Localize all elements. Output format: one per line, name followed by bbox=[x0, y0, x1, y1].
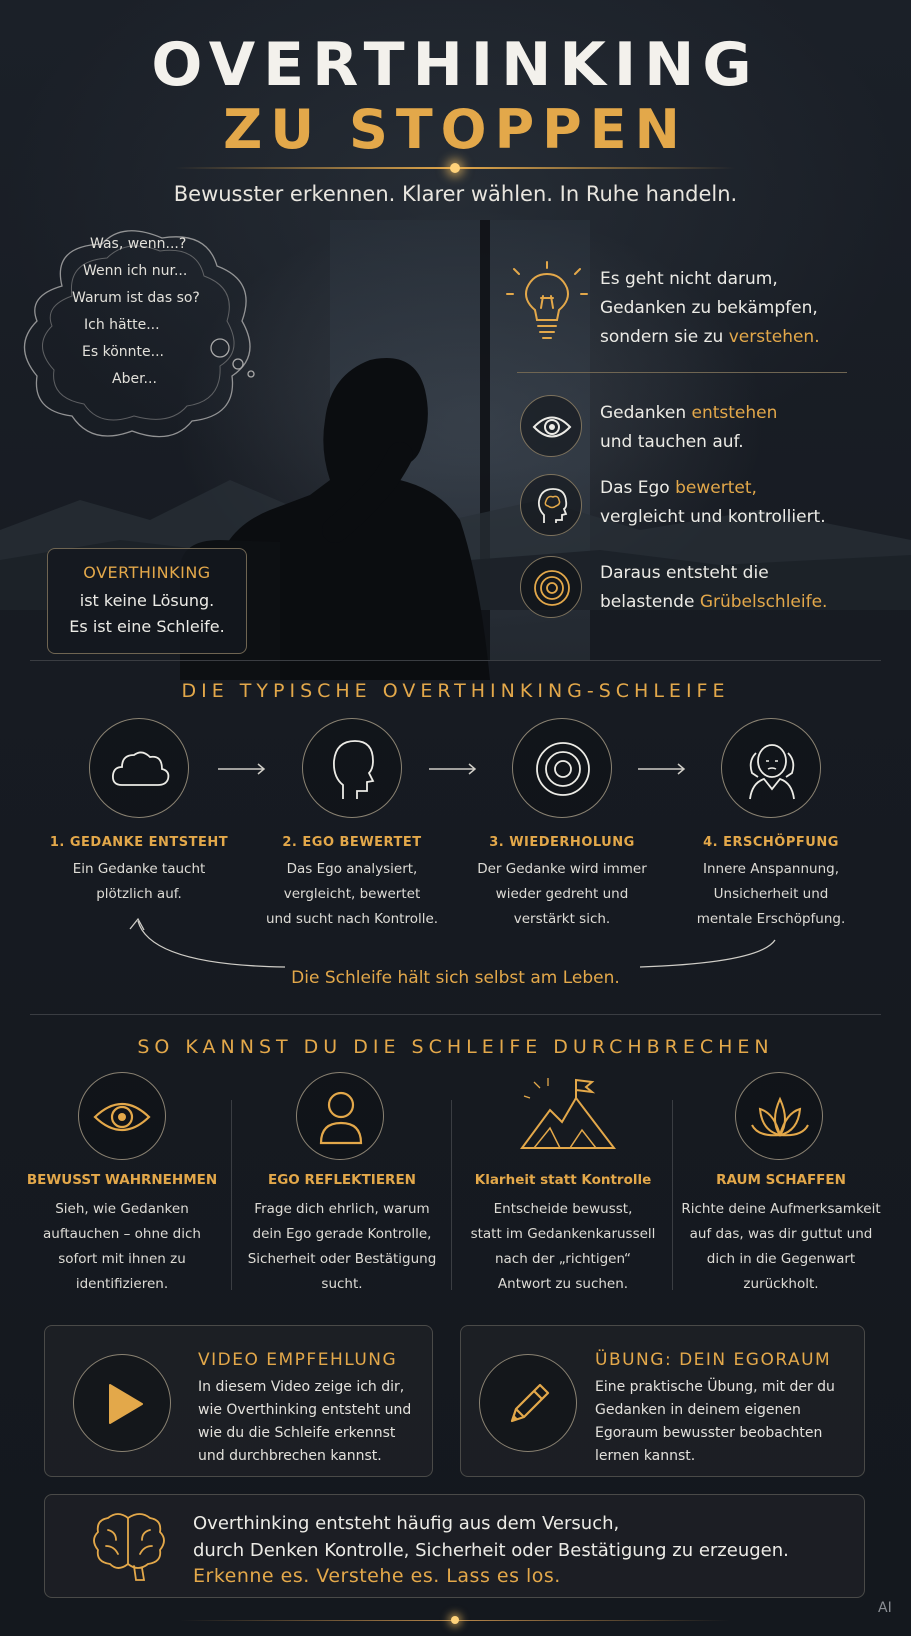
summary-text bbox=[193, 1510, 789, 1564]
callout-heading: OVERTHINKING bbox=[83, 563, 211, 582]
card-text bbox=[595, 1376, 835, 1468]
cloud-icon bbox=[110, 747, 170, 789]
break-item-line: auftauchen – ohne dich bbox=[43, 1226, 201, 1242]
overthinking-callout bbox=[47, 548, 247, 654]
exercise-card[interactable] bbox=[460, 1325, 865, 1477]
break-item-line: Antwort zu suchen. bbox=[497, 1276, 629, 1292]
break-item-line: Frage dich ehrlich, warum bbox=[254, 1201, 430, 1217]
insight-item-text bbox=[600, 559, 827, 617]
loop-step-title: 4. ERSCHÖPFUNG bbox=[703, 835, 839, 850]
video-recommendation-card[interactable] bbox=[44, 1325, 433, 1477]
spiral-target-icon-circle bbox=[520, 556, 582, 618]
loop-step-3-circle bbox=[512, 718, 612, 818]
card-line: Egoraum bewusster beobachten bbox=[595, 1425, 823, 1441]
break-item-line: Sicherheit oder Bestätigung bbox=[247, 1251, 437, 1267]
card-title: VIDEO EMPFEHLUNG bbox=[198, 1350, 398, 1370]
break-item-title: EGO REFLEKTIEREN bbox=[268, 1172, 416, 1188]
break-item-line: sofort mit ihnen zu bbox=[58, 1251, 186, 1267]
loop-step-2-circle bbox=[302, 718, 402, 818]
arrow-right-icon bbox=[218, 762, 268, 776]
spiral-target-icon bbox=[532, 568, 572, 608]
thought-cloud-icon bbox=[22, 226, 262, 456]
play-icon-circle[interactable] bbox=[73, 1354, 171, 1452]
title-line-1: OVERTHINKING bbox=[151, 30, 760, 100]
card-line: Eine praktische Übung, mit der du bbox=[595, 1379, 835, 1395]
insight-intro-line: Gedanken zu bekämpfen, bbox=[600, 298, 818, 318]
break-section-title: SO KANNST DU DIE SCHLEIFE DURCHBRECHEN bbox=[137, 1036, 774, 1058]
break-item-title: RAUM SCHAFFEN bbox=[716, 1172, 846, 1188]
insight-highlight: entstehen bbox=[691, 403, 778, 423]
card-line: In diesem Video zeige ich dir, bbox=[198, 1379, 405, 1395]
break-item-text bbox=[12, 1197, 232, 1297]
insight-line bbox=[600, 588, 827, 617]
head-profile-icon bbox=[329, 737, 377, 801]
break-item-2-circle bbox=[296, 1072, 384, 1160]
insight-divider bbox=[517, 372, 847, 373]
break-item-line: Entscheide bewusst, bbox=[493, 1201, 633, 1217]
loop-step-line: Der Gedanke wird immer bbox=[477, 861, 647, 877]
person-icon bbox=[317, 1087, 365, 1145]
insight-line-pre: Gedanken bbox=[600, 403, 692, 423]
insight-intro-highlight: verstehen. bbox=[728, 327, 820, 347]
thought-line: Aber... bbox=[112, 371, 157, 387]
loop-step-line: mentale Erschöpfung. bbox=[696, 911, 846, 927]
insight-intro-line-pre: sondern sie zu bbox=[600, 327, 729, 347]
loop-step-line: und sucht nach Kontrolle. bbox=[265, 911, 439, 927]
insight-item-text bbox=[600, 399, 777, 457]
exhausted-person-icon bbox=[744, 737, 800, 801]
title-divider-glow bbox=[450, 163, 460, 173]
arrow-right-icon bbox=[429, 762, 479, 776]
eye-icon-circle bbox=[520, 395, 582, 457]
loop-step-title: 1. GEDANKE ENTSTEHT bbox=[49, 835, 229, 850]
loop-step-4-circle bbox=[721, 718, 821, 818]
insight-intro-line: Es geht nicht darum, bbox=[600, 269, 778, 289]
summary-line: Overthinking entsteht häufig aus dem Versuch, bbox=[193, 1513, 620, 1534]
break-item-line: zurückholt. bbox=[743, 1276, 819, 1292]
card-text bbox=[198, 1376, 411, 1468]
insight-line: und tauchen auf. bbox=[600, 432, 744, 452]
loop-step-line: Ein Gedanke taucht bbox=[72, 861, 206, 877]
loop-step-line: verstärkt sich. bbox=[513, 911, 611, 927]
section-divider bbox=[30, 1014, 881, 1015]
summary-line: durch Denken Kontrolle, Sicherheit oder Bestätigung zu erzeugen. bbox=[193, 1540, 789, 1561]
insight-highlight: Grübelschleife. bbox=[699, 592, 828, 612]
insight-highlight: bewertet, bbox=[675, 478, 757, 498]
break-item-line: Sieh, wie Gedanken bbox=[55, 1201, 189, 1217]
callout-text bbox=[48, 588, 246, 640]
loop-step-line: Innere Anspannung, bbox=[702, 861, 839, 877]
card-line: Gedanken in deinem eigenen bbox=[595, 1402, 801, 1418]
loop-step-line: Das Ego analysiert, bbox=[286, 861, 418, 877]
break-item-title: Klarheit statt Kontrolle bbox=[474, 1172, 652, 1188]
play-icon[interactable] bbox=[108, 1383, 144, 1425]
insight-line: Daraus entsteht die bbox=[600, 563, 769, 583]
spiral-icon bbox=[533, 739, 593, 799]
loop-step-line: Unsicherheit und bbox=[713, 886, 829, 902]
loop-return-arrow bbox=[120, 915, 780, 975]
break-item-text bbox=[453, 1197, 673, 1297]
break-item-text bbox=[232, 1197, 452, 1297]
loop-step-line: wieder gedreht und bbox=[495, 886, 629, 902]
insight-line: vergleicht und kontrolliert. bbox=[600, 507, 826, 527]
break-item-line: identifizieren. bbox=[75, 1276, 169, 1292]
break-item-line: dein Ego gerade Kontrolle, bbox=[252, 1226, 432, 1242]
break-item-line: nach der „richtigen“ bbox=[494, 1251, 632, 1267]
section-divider bbox=[30, 660, 881, 661]
insight-line bbox=[600, 399, 777, 428]
loop-step-title: 3. WIEDERHOLUNG bbox=[489, 835, 635, 850]
summary-highlight: Erkenne es. Verstehe es. Lass es los. bbox=[193, 1565, 561, 1587]
break-item-title: BEWUSST WAHRNEHMEN bbox=[26, 1172, 218, 1188]
break-item-line: Richte deine Aufmerksamkeit bbox=[681, 1201, 881, 1217]
insight-line bbox=[600, 474, 826, 503]
loop-step-text bbox=[39, 857, 239, 907]
insight-intro-text bbox=[600, 265, 820, 352]
lotus-icon bbox=[752, 1095, 808, 1139]
thought-line: Wenn ich nur... bbox=[83, 263, 188, 279]
break-item-line: dich in die Gegenwart bbox=[706, 1251, 856, 1267]
break-item-text bbox=[671, 1197, 891, 1297]
thought-line: Warum ist das so? bbox=[72, 290, 200, 306]
card-title: ÜBUNG: DEIN EGORAUM bbox=[595, 1350, 832, 1370]
break-item-1-circle bbox=[78, 1072, 166, 1160]
card-line: lernen kannst. bbox=[595, 1448, 696, 1464]
thought-line: Es könnte... bbox=[82, 344, 164, 360]
break-item-line: auf das, was dir guttut und bbox=[689, 1226, 873, 1242]
arrow-right-icon bbox=[638, 762, 688, 776]
callout-line: Es ist eine Schleife. bbox=[69, 617, 225, 636]
loop-caption: Die Schleife hält sich selbst am Leben. bbox=[291, 968, 620, 988]
loop-step-1-circle bbox=[89, 718, 189, 818]
thought-line: Was, wenn...? bbox=[90, 236, 187, 252]
callout-line: ist keine Lösung. bbox=[79, 591, 215, 610]
break-item-line: sucht. bbox=[321, 1276, 363, 1292]
head-brain-icon-circle bbox=[520, 474, 582, 536]
pencil-icon[interactable] bbox=[506, 1381, 552, 1427]
title-line-2: ZU STOPPEN bbox=[223, 98, 688, 161]
card-line: wie Overthinking entsteht und bbox=[198, 1402, 412, 1418]
insight-line-pre: belastende bbox=[600, 592, 700, 612]
mountain-flag-icon bbox=[520, 1078, 616, 1150]
head-brain-icon bbox=[536, 487, 568, 525]
lightbulb-icon bbox=[513, 268, 581, 344]
insight-line-pre: Das Ego bbox=[600, 478, 676, 498]
footer-divider-glow bbox=[451, 1616, 459, 1624]
loop-step-line: vergleicht, bewertet bbox=[283, 886, 421, 902]
loop-step-line: plötzlich auf. bbox=[96, 886, 182, 902]
subtitle: Bewusster erkennen. Klarer wählen. In Ruhe handeln. bbox=[173, 182, 738, 206]
break-item-4-circle bbox=[735, 1072, 823, 1160]
pencil-icon-circle[interactable] bbox=[479, 1354, 577, 1452]
break-item-line: statt im Gedankenkarussell bbox=[470, 1226, 656, 1242]
brain-icon bbox=[92, 1510, 166, 1582]
card-line: und durchbrechen kannst. bbox=[198, 1448, 382, 1464]
insight-intro-line bbox=[600, 323, 820, 352]
loop-step-title: 2. EGO BEWERTET bbox=[282, 835, 422, 850]
eye-icon bbox=[93, 1099, 151, 1135]
insight-item-text bbox=[600, 474, 826, 532]
card-line: wie du die Schleife erkennst bbox=[198, 1425, 396, 1441]
eye-icon bbox=[532, 414, 572, 440]
thought-line: Ich hätte... bbox=[84, 317, 160, 333]
loop-section-title: DIE TYPISCHE OVERTHINKING-SCHLEIFE bbox=[181, 680, 730, 702]
ai-watermark: AI bbox=[878, 1600, 892, 1616]
